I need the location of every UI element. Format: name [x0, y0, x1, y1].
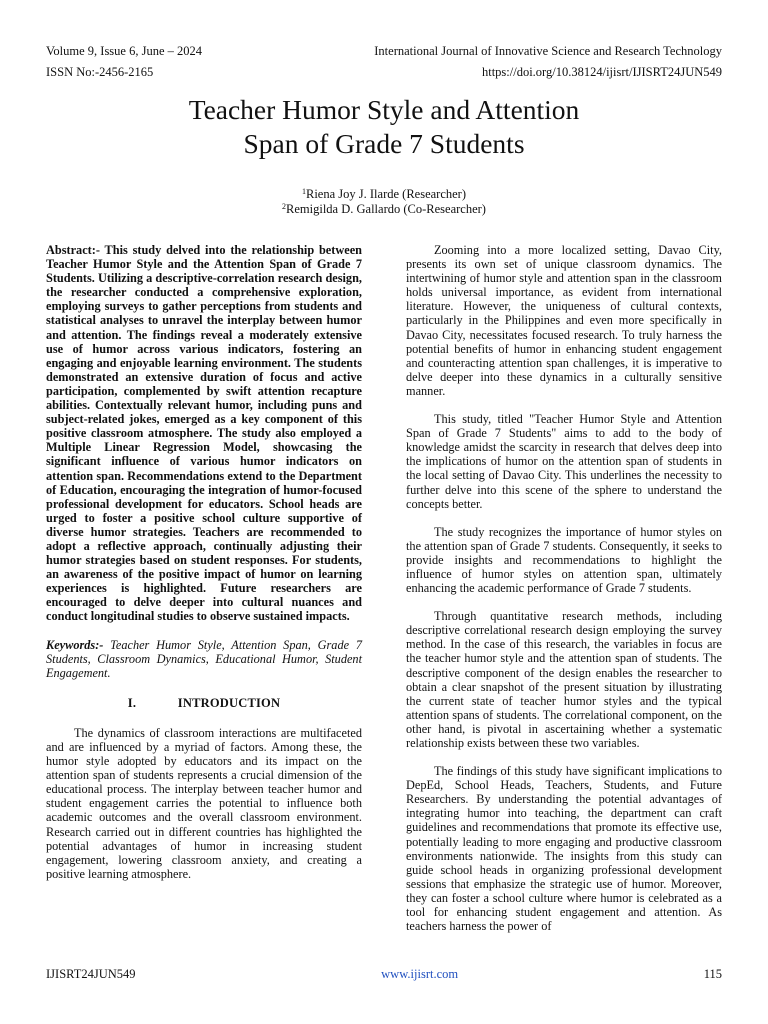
issn: ISSN No:-2456-2165	[46, 65, 154, 79]
body-paragraph-5: The findings of this study have significant implications to DepEd, School Heads, Teachers, Students, and Future Researchers. By understanding the potential advantages of integrating humor into teaching, the department can craft guidelines and recommendations that promote its effective use, potentially leading to more engaging and productive classroom environments nationwide. The insights from this study can guide school heads in organizing professional development sessions that emphasize the strategic use of humor. Moreover, they can foster a school culture where humor is celebrated as a tool for enhancing student engagement and attention. As teachers harness the power of	[406, 764, 722, 934]
page-footer	[46, 966, 722, 982]
left-column	[46, 243, 362, 881]
body-paragraph-4: Through quantitative research methods, including descriptive correlational research design employing the survey method. In the case of this research, the variables in focus are the teacher humor style and the attention span of students. The descriptive component of the design enables the researcher to obtain a clear snapshot of the present situation by illustrating the current state of teacher humor styles and the typical attention spans of students. The correlational component, on the other hand, is pivotal in ascertaining whether a systematic relationship exists between these two variables.	[406, 609, 722, 750]
body-paragraph-3: The study recognizes the importance of humor styles on the attention span of Grade 7 students. Consequently, it seeks to provide insights and recommendations to highlight the influence of humor styles on attention span, ultimately enhancing the academic performance of Grade 7 students.	[406, 524, 722, 596]
journal-name: International Journal of Innovative Science and Research Technology	[374, 44, 722, 58]
author-list	[0, 187, 768, 217]
section-number: I.	[127, 695, 137, 710]
keywords-text: Teacher Humor Style, Attention Span, Grade 7 Students, Classroom Dynamics, Educational Humor, Student Engagement.	[46, 637, 362, 680]
author-1	[0, 187, 768, 202]
author-1-affiliation: 1	[302, 187, 306, 196]
abstract-text: This study delved into the relationship between Teacher Humor Style and the Attention Span of Grade 7 Students. Utilizing a descriptive-correlation research design, the researcher conducted a comprehensive exploration, employing surveys to gather perceptions from students and statistical analyses to unravel the interplay between humor and attention. The findings reveal a moderately extensive use of humor across various indicators, fostering an engaging and enjoyable learning environment. The students demonstrated an extensive duration of focus and active participation, complemented by swift attention recapture abilities. Contextually relevant humor, including puns and subject-related jokes, emerged as a key component of this positive classroom atmosphere. The study also employed a Multiple Linear Regression Model, showcasing the significant influence of various humor indicators on attention span. Recommendations extend to the Department of Education, encouraging the integration of humor-focused professional development for educators. School heads are urged to foster a positive school culture supportive of diverse humor strategies. Teachers are recommended to adopt a reflective approach, continually adjusting their humor strategies based on student responses. For students, an awareness of the positive impact of humor on learning experiences is highlighted. Future researchers are encouraged to delve deeper into cultural nuances and conduct longitudinal studies to observe sustained impacts.	[46, 243, 362, 624]
page-number: 115	[703, 967, 722, 981]
body-paragraph-2: This study, titled "Teacher Humor Style and Attention Span of Grade 7 Students" aims to add to the body of knowledge amidst the scarcity in research that delves deep into the implications of humor on the attention span of students in the local setting of Davao City. This underlines the necessity to further delve into this scene of the sphere to understand the concepts better.	[406, 412, 722, 511]
author-2-affiliation: 2	[282, 202, 287, 211]
title-line-1: Teacher Humor Style and Attention	[188, 94, 580, 125]
title-line-2: Span of Grade 7 Students	[243, 128, 525, 159]
keywords	[46, 638, 362, 680]
section-title: INTRODUCTION	[177, 695, 281, 710]
running-header-bottom	[46, 64, 722, 80]
intro-paragraph-1: The dynamics of classroom interactions are multifaceted and are influenced by a myriad of factors. Among these, the humor style adopted by educators and its impact on the attention span of students represents a crucial dimension of the educational process. The interplay between teacher humor and student engagement carries the potential to influence both academic outcomes and the overall classroom environment. Research carried out in different countries has highlighted the potential advantages of humor in increasing student engagement, lowering classroom anxiety, and creating a positive learning atmosphere.	[46, 725, 362, 881]
body-paragraph-1: Zooming into a more localized setting, Davao City, presents its own set of unique classroom dynamics. The intertwining of humor style and attention span in the classroom holds universal importance, as evident from international literature. However, the uniqueness of cultural contexts, particularly in the Philippines and even more specifically in Davao City, necessitates focused research. To truly harness the potential benefits of humor in enhancing student engagement and counteracting attention span challenges, it is imperative to delve deeper into these dynamics in a culturally sensitive manner.	[406, 243, 722, 398]
running-header-top	[46, 43, 722, 59]
abstract	[46, 243, 362, 624]
author-2	[0, 202, 768, 217]
paper-title	[0, 93, 768, 161]
doi-link[interactable]: https://doi.org/10.38124/ijisrt/IJISRT24JUN549	[481, 65, 722, 79]
volume-info: Volume 9, Issue 6, June – 2024	[46, 44, 203, 58]
keywords-label: Keywords:-	[46, 637, 104, 652]
website-link[interactable]: www.ijisrt.com	[381, 967, 459, 981]
right-column	[406, 243, 722, 933]
section-heading	[46, 696, 362, 710]
author-1-name: Riena Joy J. Ilarde (Researcher)	[306, 187, 466, 201]
author-2-name: Remigilda D. Gallardo (Co-Researcher)	[286, 202, 486, 216]
article-code: IJISRT24JUN549	[46, 967, 136, 981]
abstract-label: Abstract:-	[46, 243, 100, 257]
